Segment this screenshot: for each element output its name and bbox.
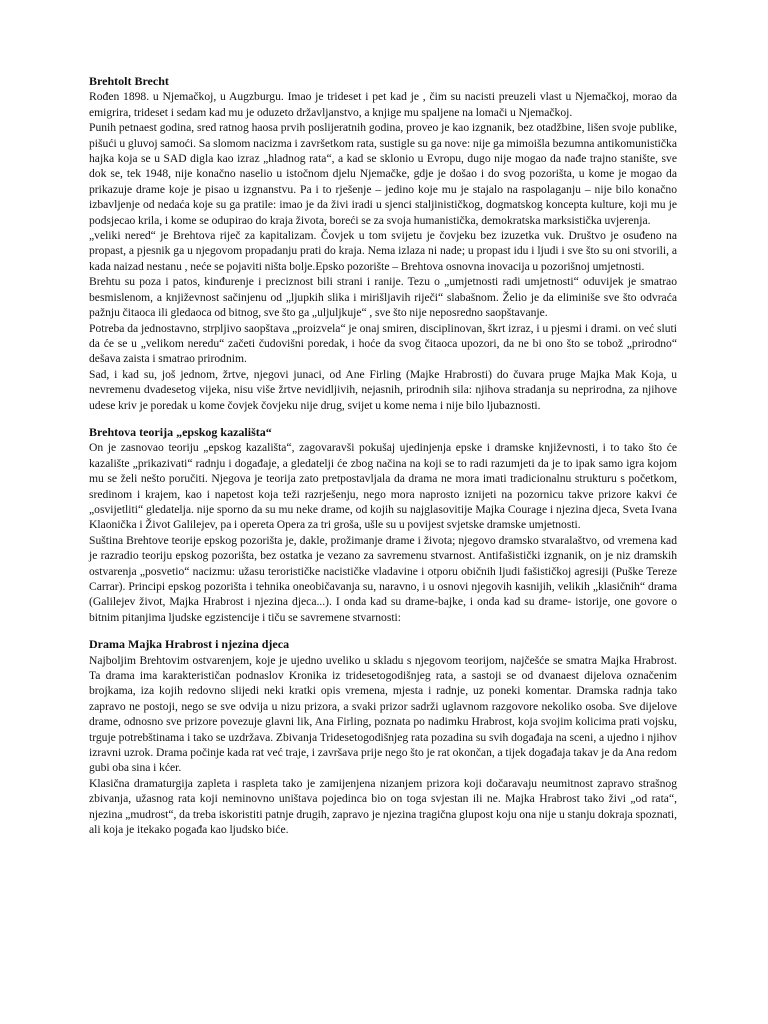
paragraph: Punih petnaest godina, sred ratnog haosa prvih poslijeratnih godina, proveo je kao izgnanik, bez otadžbine, lišen svoje publike, pišući u gluvoj samoći. Sa slomom nacizma i završetkom rata, sustigle su ga nove: nije ga mimoišla bezumna antikomunistička hajka koja se u SAD digla kao izraz „hladnog rata“, a kad se sklonio u Evropu, dugo nije mogao da nađe trajno stanište, sve dok se, tek 1948, nije konačno naselio u istočnom djelu Njemačke, gdje je došao i do svog pozorišta, u kome je mogao da prikazuje drame koje je pisao u izgnanstvu. Pa i to rješenje – jedino koje mu je stajalo na raspolaganju – nije bilo konačno izbavljenje od nedaća koje su ga pratile: imao je da živi iradi u sjenci staljinističkog, dogmatskog koncepta kulture, koji mu je podsjecao krila, i kome se odupirao do kraja života, boreći se za svoja humanistička, demokratska marksistička uvjerenja. (89, 121, 677, 227)
paragraph: Sad, i kad su, još jednom, žrtve, njegovi junaci, od Ane Firling (Majke Hrabrosti) do čuvara pruge Majka Mak Koja, u nevremenu dvadesetog vijeka, nisu više žrtve nevidljivih, nejasnih, prirodnih sila: njihova stradanja su neprirodna, za njihove udese kriv je poredak u kome čovjek čovjeku nije drug, svijet u kome nema i nije bilo ljubaznosti. (89, 367, 677, 412)
section-biography (89, 74, 677, 413)
paragraph: „veliki nered“ je Brehtova riječ za kapitalizam. Čovjek u tom svijetu je čovjeku bez izuzetka vuk. Društvo je osuđeno na propast, a pjesnik ga u njegovom propadanju prati do kraja. Nema izlaza ni nade; u propast idu i ljudi i sve što su oni stvorili, a kada naizad nestanu , neće se pojaviti ništa bolje.Epsko pozorište – Brehtova osnovna inovacija u pozorišnoj umjetnosti. (89, 229, 677, 273)
paragraph: On je zasnovao teoriju „epskog kazališta“, zagovaravši pokušaj ujedinjenja epske i dramske književnosti, i to tako što će kazalište „prikazivati“ radnju i događaje, a gledatelji će zbog načina na koji se to radi razumjeti da je to ipak samo igra kojom mu se želi nešto poručiti. Njegova je teorija zato pretpostavljala da drama ne mora imati tradicionalnu strukturu s početkom, sredinom i krajem, kao i napetost koja teži razrješenju, nego mora naprosto iznijeti na pozornicu takve prizore kakvi će „osvijetliti“ gledatelja. nije sporno da su mu neke drame, od kojih su najglasovitije Majka Courage i njezina djeca, Sveta Ivana Klaonička i Život Galilejev, pa i opereta Opera za tri groša, ušle su u povijest svjetske dramske umjetnosti. (89, 441, 677, 532)
section-epic-theatre-theory (89, 425, 677, 625)
paragraph: Klasična dramaturgija zapleta i raspleta tako je zamijenjena nizanjem prizora koji dočaravaju neumitnost zapravo strašnog zbivanja, užasnog rata koji neminovno uništava pojedinca bio on toga svjestan ili ne. Majka Hrabrost tako živi „od rata“, njezina „mudrost“, da treba iskoristiti patnje drugih, zapravo je njezina tragična glupost koju ona nije u stanju dokraja spoznati, ali koja je itekako pogađa kao ljudsko biće. (89, 776, 677, 837)
paragraph: Potreba da jednostavno, strpljivo saopštava „proizvela“ je onaj smiren, disciplinovan, škrt izraz, i u pjesmi i drami. on već sluti da će se u „velikom neredu“ začeti čudovišni poredak, i hoće da svog čitaoca upozori, da ne bi ono što se tobož „prirodno“ dešava zaista i smatrao prirodnim. (89, 321, 677, 366)
paragraph: Suština Brehtove teorije epskog pozorišta je, dakle, prožimanje drame i života; njegovo dramsko stvaralaštvo, od vremena kad je razradio teoriju epskog pozorišta, bez ostatka je vezano za savremenu stvarnost. Antifašistički izgnanik, on je niz dramskih ostvarenja „posvetio“ nacizmu: užasu terorističke nacističke vladavine i otporu običnih ljudi fašističkoj agresiji (Puške Tereze Carrar). Principi epskog pozorišta i tehnika oneobičavanja su, naravno, i u osnovi njegovih kasnijih, velikih „klasičnih“ drama (Galilejev život, Majka Hrabrost i njezina djeca...). I onda kad su drame-bajke, i onda kad su drame- istorije, one govore o bitnim pitanjima ljudske egzistencije i tiču se savremene stvarnosti: (89, 533, 677, 624)
paragraph: Najboljim Brehtovim ostvarenjem, koje je ujedno uveliko u skladu s njegovom teorijom, najčešće se smatra Majka Hrabrost. Ta drama ima karakterističan podnaslov Kronika iz tridesetogodišnjeg rata, a sastoji se od dvanaest dijelova označenim brojkama, iza kojih redovno slijedi neki kratki opis vremena, mjesta i radnje, uz poneki komentar. Dramska radnja tako zapravo ne postoji, nego se sve odvija u nizu prizora, a svaki prizor sadrži uglavnom razgovore nekoliko osoba. Sve dijelove drame, odnosno sve prizore povezuje glavni lik, Ana Firling, poznata po nadimku Hrabrost, koja svojim kolicima prati vojsku, trguje potrebštinama i tako se uzdržava. Zbivanja Tridesetogodišnjeg rata pozadina su svih događaja na sceni, a ujedno i njihov izravni uzrok. Drama počinje kada rat već traje, i završava prije nego što je rat okončan, a tijek događaja takav je da Ana redom gubi oba sina i kćer. (89, 653, 677, 775)
document-page (89, 74, 677, 838)
paragraph: Rođen 1898. u Njemačkoj, u Augzburgu. Imao je trideset i pet kad je , čim su nacisti preuzeli vlast u Njemačkoj, morao da emigrira, trideset i sedam kad mu je oduzeto državljanstvo, a knjige mu spaljene na lomači u Njemačkoj. (89, 90, 677, 119)
paragraph: Brehtu su poza i patos, kinđurenje i preciznost bili strani i ranije. Tezu o „umjetnosti radi umjetnosti“ oduvijek je smatrao besmislenom, a književnost sačinjenu od „ljupkih slika i mirišljavih riječi“ slabašnom. Želio je da eliminiše sve što odvraća pažnju čitaoca ili gledaoca od bitnog, sve što ga „uljuljkuje“ , sve što nije neposredno saopštavanje. (89, 275, 677, 320)
section-heading: Drama Majka Hrabrost i njezina djeca (89, 637, 290, 652)
section-heading: Brehtolt Brecht (89, 74, 169, 88)
section-heading: Brehtova teorija „epskog kazališta“ (89, 424, 272, 439)
section-mother-courage (89, 637, 677, 837)
